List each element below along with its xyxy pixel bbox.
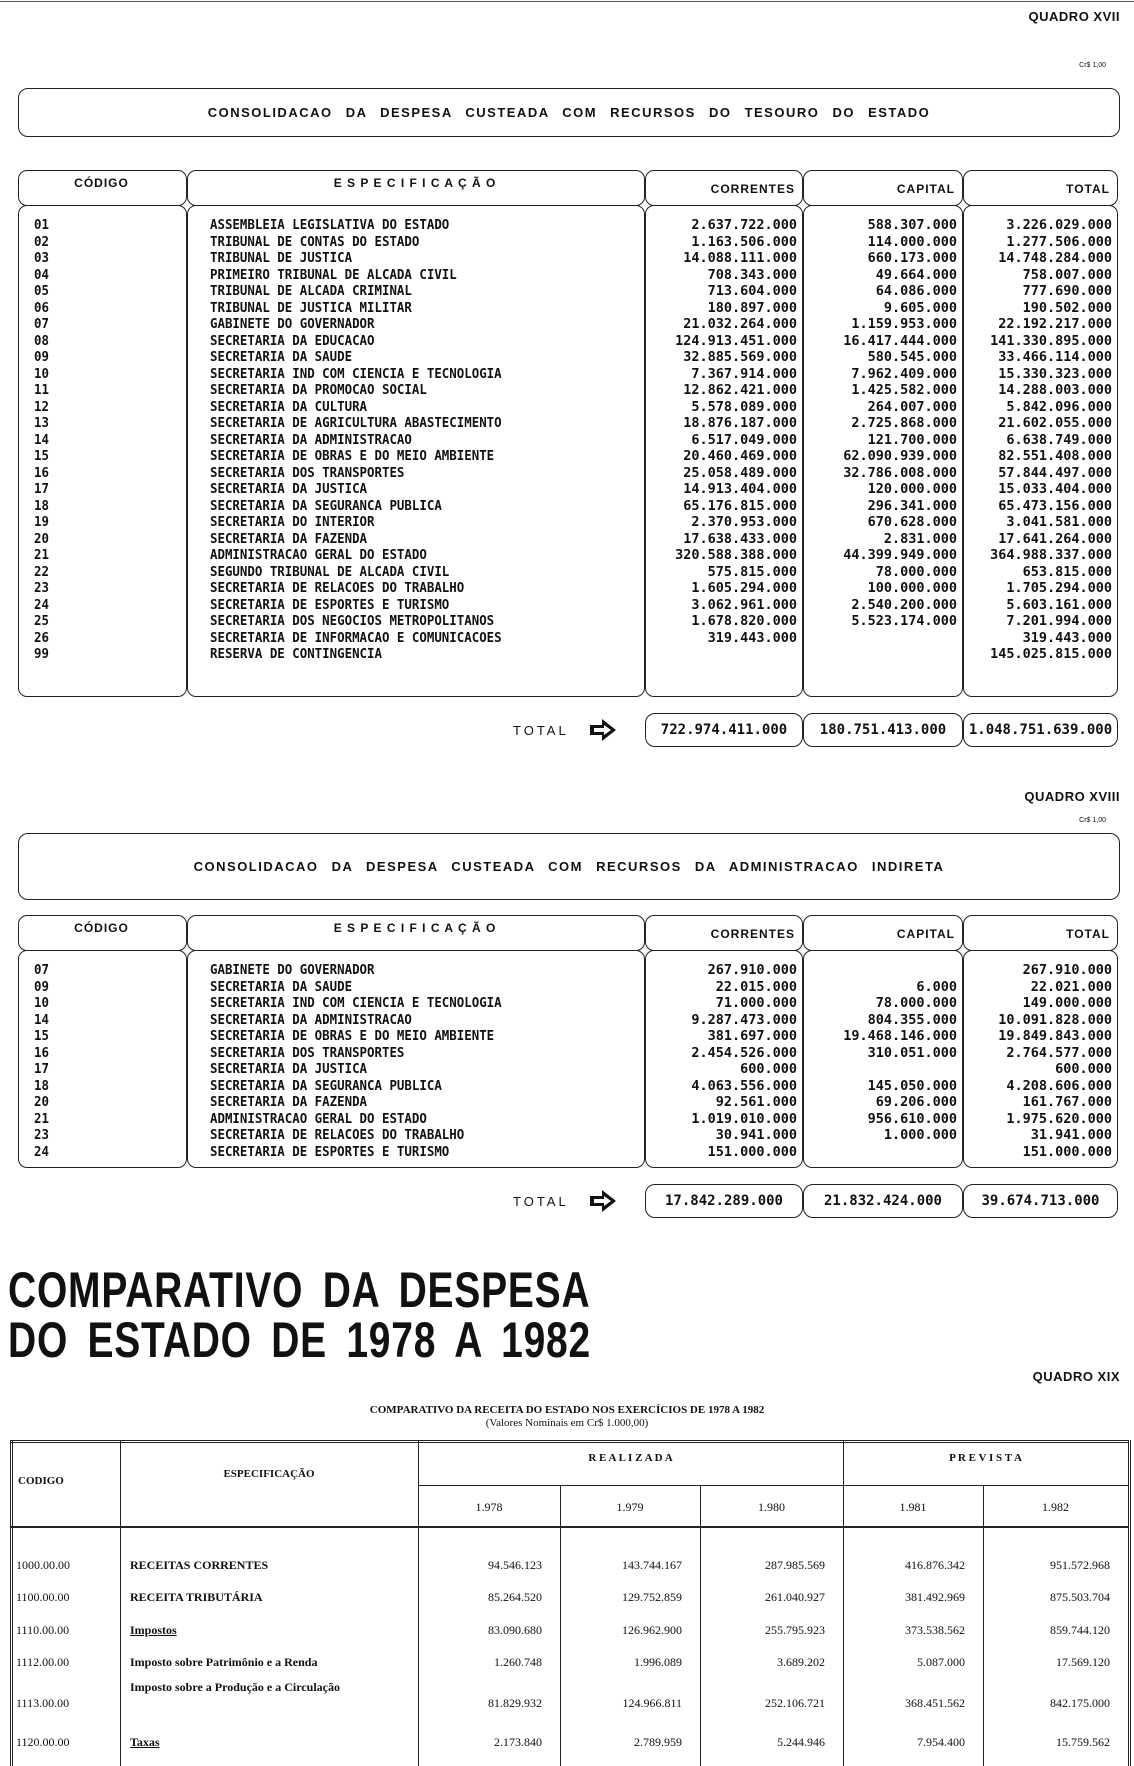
row-total: 758.007.000 xyxy=(1022,266,1112,283)
header-year: 1.979 xyxy=(616,1500,644,1514)
row-total: 600.000 xyxy=(1055,1061,1112,1077)
row-value: 126.962.900 xyxy=(622,1623,682,1637)
row-total: 141.330.895.000 xyxy=(990,332,1112,349)
row-capital: 145.050.000 xyxy=(867,1077,957,1094)
row-code: 07 xyxy=(34,962,49,978)
row-specification: RECEITAS CORRENTES xyxy=(130,1558,269,1572)
row-capital: 5.523.174.000 xyxy=(851,613,957,629)
total-capital: 180.751.413.000 xyxy=(803,713,963,747)
row-correntes: 1.019.010.000 xyxy=(691,1110,797,1127)
row-specification: SECRETARIA DA JUSTICA xyxy=(210,1061,368,1077)
row-total: 1.975.620.000 xyxy=(1006,1110,1112,1127)
row-code: 04 xyxy=(34,266,49,283)
row-specification: SECRETARIA DA EDUCACAO xyxy=(210,332,375,349)
row-value: 875.503.704 xyxy=(1050,1590,1110,1604)
row-code: 1110.00.00 xyxy=(16,1623,70,1637)
total-label: TOTAL xyxy=(513,1194,569,1209)
row-specification: Imposto sobre Patrimônio e a Renda xyxy=(130,1655,318,1669)
header-capital: CAPITAL xyxy=(896,182,955,196)
row-specification: SECRETARIA DE RELACOES DO TRABALHO xyxy=(210,580,465,596)
row-specification: Taxas xyxy=(130,1735,160,1749)
row-specification: SECRETARIA IND COM CIENCIA E TECNOLOGIA xyxy=(210,365,502,382)
row-capital: 956.610.000 xyxy=(867,1110,957,1127)
row-specification: ADMINISTRACAO GERAL DO ESTADO xyxy=(210,547,427,563)
row-correntes: 4.063.556.000 xyxy=(691,1077,797,1094)
row-correntes: 2.370.953.000 xyxy=(691,514,797,530)
header-total: TOTAL xyxy=(1066,182,1110,196)
row-code: 03 xyxy=(34,250,49,266)
row-capital: 49.664.000 xyxy=(875,266,957,283)
row-code: 24 xyxy=(34,1143,49,1160)
row-specification: RESERVA DE CONTINGENCIA xyxy=(210,646,382,662)
row-correntes: 22.015.000 xyxy=(715,978,797,995)
row-specification: SECRETARIA DA FAZENDA xyxy=(210,1094,368,1110)
header-year: 1.978 xyxy=(475,1500,503,1514)
section-heading-line2: DO ESTADO DE 1978 A 1982 xyxy=(8,1312,591,1368)
row-value: 416.876.342 xyxy=(905,1558,965,1572)
row-code: 23 xyxy=(34,1127,49,1143)
header-bottom-border xyxy=(10,1526,1128,1528)
row-value: 85.264.520 xyxy=(488,1590,542,1604)
row-code: 1113.00.00 xyxy=(16,1696,70,1710)
row-capital: 32.786.008.000 xyxy=(843,464,957,481)
row-correntes: 25.058.489.000 xyxy=(683,464,797,481)
row-capital: 2.831.000 xyxy=(883,530,957,547)
header-year: 1.982 xyxy=(1042,1500,1069,1514)
row-code: 09 xyxy=(34,349,49,365)
row-correntes: 124.913.451.000 xyxy=(675,332,797,349)
row-code: 09 xyxy=(34,978,49,995)
row-code: 07 xyxy=(34,316,49,332)
row-code: 01 xyxy=(34,217,49,233)
row-code: 14 xyxy=(34,431,49,448)
row-capital: 6.000 xyxy=(916,978,957,995)
row-value: 252.106.721 xyxy=(765,1696,825,1710)
row-code: 1120.00.00 xyxy=(16,1735,70,1749)
row-correntes: 3.062.961.000 xyxy=(691,596,797,613)
row-value: 287.985.569 xyxy=(765,1558,825,1572)
row-total: 22.192.217.000 xyxy=(998,316,1112,332)
row-value: 2.789.959 xyxy=(634,1735,682,1749)
row-code: 20 xyxy=(34,530,49,547)
row-specification: Imposto sobre a Produção e a Circulação xyxy=(130,1680,340,1694)
row-capital: 62.090.939.000 xyxy=(843,448,957,464)
quadro-xvii-label: QUADRO XVII xyxy=(1028,9,1120,24)
row-total: 151.000.000 xyxy=(1022,1143,1112,1160)
row-code: 10 xyxy=(34,995,49,1011)
section-heading-line1: COMPARATIVO DA DESPESA xyxy=(8,1262,591,1318)
row-value: 3.689.202 xyxy=(777,1655,825,1669)
row-code: 20 xyxy=(34,1094,49,1110)
unit-label: Cr$ 1,00 xyxy=(1079,62,1106,69)
row-value: 94.546.123 xyxy=(488,1558,542,1572)
q18-title: CONSOLIDACAO DA DESPESA CUSTEADA COM RECURSOS DA ADMINISTRACAO INDIRETA xyxy=(193,859,945,874)
header-prevista: P R E V I S T A xyxy=(949,1452,1022,1464)
q17-title: CONSOLIDACAO DA DESPESA CUSTEADA COM RECURSOS DO TESOURO DO ESTADO xyxy=(207,105,931,120)
row-correntes: 600.000 xyxy=(740,1061,797,1077)
row-code: 21 xyxy=(34,1110,49,1127)
row-capital: 100.000.000 xyxy=(867,580,957,596)
row-correntes: 1.678.820.000 xyxy=(691,613,797,629)
row-correntes: 7.367.914.000 xyxy=(691,365,797,382)
row-correntes: 17.638.433.000 xyxy=(683,530,797,547)
row-code: 08 xyxy=(34,332,49,349)
row-specification: SECRETARIA DA SAUDE xyxy=(210,349,353,365)
row-total: 1.705.294.000 xyxy=(1006,580,1112,596)
row-specification: SECRETARIA DO INTERIOR xyxy=(210,514,375,530)
row-code: 21 xyxy=(34,547,49,563)
row-capital: 78.000.000 xyxy=(875,563,957,580)
row-value: 81.829.932 xyxy=(488,1696,542,1710)
row-capital: 114.000.000 xyxy=(867,233,957,250)
row-specification: SECRETARIA DA ADMINISTRACAO xyxy=(210,1011,412,1028)
row-capital: 2.725.868.000 xyxy=(851,415,957,431)
total-correntes: 722.974.411.000 xyxy=(645,713,803,747)
row-capital: 310.051.000 xyxy=(867,1044,957,1061)
total-arrow-icon xyxy=(588,1189,618,1213)
unit-label-2: Cr$ 1,00 xyxy=(1079,817,1106,824)
header-espec: E S P E C I F I C A Ç Ã O xyxy=(333,176,497,190)
row-code: 14 xyxy=(34,1011,49,1028)
row-correntes: 180.897.000 xyxy=(707,299,797,316)
row-value: 124.966.811 xyxy=(622,1696,682,1710)
quadro-xix-label: QUADRO XIX xyxy=(1032,1369,1120,1384)
row-total: 65.473.156.000 xyxy=(998,497,1112,514)
header-capital: CAPITAL xyxy=(896,927,955,941)
row-code: 16 xyxy=(34,464,49,481)
table-right-border xyxy=(1128,1440,1131,1766)
row-total: 1.277.506.000 xyxy=(1006,233,1112,250)
header-year: 1.980 xyxy=(758,1500,785,1514)
row-specification: SECRETARIA DE ESPORTES E TURISMO xyxy=(210,1143,450,1160)
row-specification: SECRETARIA DA ADMINISTRACAO xyxy=(210,431,412,448)
header-correntes: CORRENTES xyxy=(710,182,795,196)
row-specification: TRIBUNAL DE ALCADA CRIMINAL xyxy=(210,283,412,299)
row-code: 17 xyxy=(34,1061,49,1077)
row-specification: SECRETARIA DE RELACOES DO TRABALHO xyxy=(210,1127,465,1143)
row-total: 2.764.577.000 xyxy=(1006,1044,1112,1061)
row-capital: 120.000.000 xyxy=(867,481,957,497)
row-value: 1.996.089 xyxy=(634,1655,682,1669)
row-total: 267.910.000 xyxy=(1022,962,1112,978)
row-total: 161.767.000 xyxy=(1022,1094,1112,1110)
top-rule xyxy=(0,1,1134,2)
row-specification: TRIBUNAL DE JUSTICA xyxy=(210,250,353,266)
header-codigo: CODIGO xyxy=(18,1475,64,1487)
row-code: 1100.00.00 xyxy=(16,1590,70,1604)
row-correntes: 32.885.569.000 xyxy=(683,349,797,365)
table-left-border xyxy=(10,1440,13,1766)
row-code: 17 xyxy=(34,481,49,497)
row-code: 24 xyxy=(34,596,49,613)
table-top-border xyxy=(10,1440,1128,1443)
row-correntes: 92.561.000 xyxy=(715,1094,797,1110)
row-correntes: 5.578.089.000 xyxy=(691,398,797,415)
row-code: 99 xyxy=(34,646,49,662)
total-arrow-icon xyxy=(588,718,618,742)
row-specification: SECRETARIA DOS TRANSPORTES xyxy=(210,464,405,481)
row-total: 364.988.337.000 xyxy=(990,547,1112,563)
total-label: TOTAL xyxy=(513,723,569,738)
row-total: 22.021.000 xyxy=(1030,978,1112,995)
row-value: 373.538.562 xyxy=(905,1623,965,1637)
row-value: 842.175.000 xyxy=(1050,1696,1110,1710)
row-code: 1000.00.00 xyxy=(16,1558,70,1572)
row-total: 82.551.408.000 xyxy=(998,448,1112,464)
row-code: 19 xyxy=(34,514,49,530)
row-value: 1.260.748 xyxy=(494,1655,542,1669)
row-total: 7.201.994.000 xyxy=(1006,613,1112,629)
row-correntes: 20.460.469.000 xyxy=(683,448,797,464)
row-total: 15.033.404.000 xyxy=(998,481,1112,497)
row-specification: GABINETE DO GOVERNADOR xyxy=(210,316,375,332)
row-code: 13 xyxy=(34,415,49,431)
row-specification: SECRETARIA DA SAUDE xyxy=(210,978,353,995)
row-value: 143.744.167 xyxy=(622,1558,682,1572)
row-total: 3.226.029.000 xyxy=(1006,217,1112,233)
row-specification: SECRETARIA DA PROMOCAO SOCIAL xyxy=(210,382,427,398)
row-specification: SECRETARIA DA FAZENDA xyxy=(210,530,368,547)
row-specification: SECRETARIA DE AGRICULTURA ABASTECIMENTO xyxy=(210,415,502,431)
q18-title-box xyxy=(18,833,1120,900)
row-value: 17.569.120 xyxy=(1056,1655,1110,1669)
row-correntes: 21.032.264.000 xyxy=(683,316,797,332)
row-code: 16 xyxy=(34,1044,49,1061)
row-correntes: 2.637.722.000 xyxy=(691,217,797,233)
row-code: 05 xyxy=(34,283,49,299)
row-value: 15.759.562 xyxy=(1056,1735,1110,1749)
total-correntes: 17.842.289.000 xyxy=(645,1184,803,1218)
row-specification: SECRETARIA DE INFORMACAO E COMUNICACOES xyxy=(210,629,502,646)
row-total: 6.638.749.000 xyxy=(1006,431,1112,448)
row-correntes: 1.605.294.000 xyxy=(691,580,797,596)
row-code: 06 xyxy=(34,299,49,316)
total-total: 39.674.713.000 xyxy=(963,1184,1118,1218)
row-correntes: 713.604.000 xyxy=(707,283,797,299)
row-total: 145.025.815.000 xyxy=(990,646,1112,662)
row-specification: TRIBUNAL DE CONTAS DO ESTADO xyxy=(210,233,420,250)
column-divider xyxy=(120,1440,121,1766)
row-code: 25 xyxy=(34,613,49,629)
row-total: 14.748.284.000 xyxy=(998,250,1112,266)
row-capital: 1.159.953.000 xyxy=(851,316,957,332)
row-specification: TRIBUNAL DE JUSTICA MILITAR xyxy=(210,299,412,316)
row-correntes: 575.815.000 xyxy=(707,563,797,580)
row-specification: SECRETARIA IND COM CIENCIA E TECNOLOGIA xyxy=(210,995,502,1011)
row-capital: 16.417.444.000 xyxy=(843,332,957,349)
total-total: 1.048.751.639.000 xyxy=(963,713,1118,747)
row-capital: 588.307.000 xyxy=(867,217,957,233)
row-correntes: 708.343.000 xyxy=(707,266,797,283)
row-code: 1112.00.00 xyxy=(16,1655,70,1669)
row-correntes: 151.000.000 xyxy=(707,1143,797,1160)
row-specification: SECRETARIA DA SEGURANCA PUBLICA xyxy=(210,497,442,514)
row-specification: SECRETARIA DA JUSTICA xyxy=(210,481,368,497)
header-year: 1.981 xyxy=(899,1500,927,1514)
row-capital: 1.425.582.000 xyxy=(851,382,957,398)
row-correntes: 71.000.000 xyxy=(715,995,797,1011)
header-espec: E S P E C I F I C A Ç Ã O xyxy=(333,921,497,935)
header-realizada: R E A L I Z A D A xyxy=(588,1452,673,1464)
row-total: 33.466.114.000 xyxy=(998,349,1112,365)
row-value: 368.451.562 xyxy=(905,1696,965,1710)
row-specification: GABINETE DO GOVERNADOR xyxy=(210,962,375,978)
row-correntes: 14.913.404.000 xyxy=(683,481,797,497)
row-code: 02 xyxy=(34,233,49,250)
row-code: 15 xyxy=(34,1028,49,1044)
row-value: 7.954.400 xyxy=(917,1735,965,1749)
row-correntes: 381.697.000 xyxy=(707,1028,797,1044)
row-total: 57.844.497.000 xyxy=(998,464,1112,481)
row-capital: 78.000.000 xyxy=(875,995,957,1011)
row-total: 21.602.055.000 xyxy=(998,415,1112,431)
row-code: 18 xyxy=(34,497,49,514)
row-total: 19.849.843.000 xyxy=(998,1028,1112,1044)
row-value: 2.173.840 xyxy=(494,1735,542,1749)
row-specification: SECRETARIA DE OBRAS E DO MEIO AMBIENTE xyxy=(210,1028,495,1044)
row-value: 381.492.969 xyxy=(905,1590,965,1604)
row-correntes: 65.176.815.000 xyxy=(683,497,797,514)
row-code: 23 xyxy=(34,580,49,596)
row-total: 319.443.000 xyxy=(1022,629,1112,646)
row-total: 15.330.323.000 xyxy=(998,365,1112,382)
row-total: 5.842.096.000 xyxy=(1006,398,1112,415)
row-code: 11 xyxy=(34,382,49,398)
row-specification: SECRETARIA DE ESPORTES E TURISMO xyxy=(210,596,450,613)
row-capital: 7.962.409.000 xyxy=(851,365,957,382)
row-capital: 2.540.200.000 xyxy=(851,596,957,613)
row-code: 26 xyxy=(34,629,49,646)
row-total: 14.288.003.000 xyxy=(998,382,1112,398)
row-code: 18 xyxy=(34,1077,49,1094)
row-capital: 121.700.000 xyxy=(867,431,957,448)
row-total: 149.000.000 xyxy=(1022,995,1112,1011)
row-specification: SECRETARIA DOS TRANSPORTES xyxy=(210,1044,405,1061)
row-correntes: 319.443.000 xyxy=(707,629,797,646)
row-correntes: 320.588.388.000 xyxy=(675,547,797,563)
row-code: 10 xyxy=(34,365,49,382)
row-total: 190.502.000 xyxy=(1022,299,1112,316)
row-capital: 264.007.000 xyxy=(867,398,957,415)
q19-subtitle: (Valores Nominais em Cr$ 1.000,00) xyxy=(485,1417,649,1429)
row-code: 22 xyxy=(34,563,49,580)
header-especificacao: ESPECIFICAÇÃO xyxy=(223,1468,315,1480)
row-specification: SECRETARIA DE OBRAS E DO MEIO AMBIENTE xyxy=(210,448,495,464)
row-specification: Impostos xyxy=(130,1623,177,1637)
row-capital: 9.605.000 xyxy=(883,299,957,316)
q19-title: COMPARATIVO DA RECEITA DO ESTADO NOS EXERCÍCIOS DE 1978 A 1982 xyxy=(369,1404,765,1416)
row-capital: 69.206.000 xyxy=(875,1094,957,1110)
row-correntes: 14.088.111.000 xyxy=(683,250,797,266)
row-value: 951.572.968 xyxy=(1050,1558,1110,1572)
row-specification: SECRETARIA DOS NEGOCIOS METROPOLITANOS xyxy=(210,613,495,629)
row-capital: 19.468.146.000 xyxy=(843,1028,957,1044)
row-specification: SEGUNDO TRIBUNAL DE ALCADA CIVIL xyxy=(210,563,450,580)
quadro-xviii-label: QUADRO XVIII xyxy=(1024,789,1120,804)
row-specification: RECEITA TRIBUTÁRIA xyxy=(130,1590,263,1604)
row-total: 17.641.264.000 xyxy=(998,530,1112,547)
header-correntes: CORRENTES xyxy=(710,927,795,941)
row-specification: SECRETARIA DA CULTURA xyxy=(210,398,368,415)
row-correntes: 9.287.473.000 xyxy=(691,1011,797,1028)
row-capital: 660.173.000 xyxy=(867,250,957,266)
row-total: 10.091.828.000 xyxy=(998,1011,1112,1028)
row-value: 5.244.946 xyxy=(777,1735,825,1749)
header-codigo: CÓDIGO xyxy=(74,921,129,935)
row-correntes: 18.876.187.000 xyxy=(683,415,797,431)
row-capital: 296.341.000 xyxy=(867,497,957,514)
row-value: 83.090.680 xyxy=(488,1623,542,1637)
row-total: 3.041.581.000 xyxy=(1006,514,1112,530)
row-correntes: 1.163.506.000 xyxy=(691,233,797,250)
row-specification: PRIMEIRO TRIBUNAL DE ALCADA CIVIL xyxy=(210,266,457,283)
row-total: 31.941.000 xyxy=(1030,1127,1112,1143)
row-value: 859.744.120 xyxy=(1050,1623,1110,1637)
row-specification: ADMINISTRACAO GERAL DO ESTADO xyxy=(210,1110,427,1127)
row-specification: SECRETARIA DA SEGURANCA PUBLICA xyxy=(210,1077,442,1094)
row-value: 5.087.000 xyxy=(917,1655,965,1669)
row-value: 255.795.923 xyxy=(765,1623,825,1637)
row-correntes: 267.910.000 xyxy=(707,962,797,978)
header-divider xyxy=(418,1485,1128,1486)
row-code: 12 xyxy=(34,398,49,415)
row-total: 5.603.161.000 xyxy=(1006,596,1112,613)
header-total: TOTAL xyxy=(1066,927,1110,941)
header-codigo: CÓDIGO xyxy=(74,176,129,190)
row-correntes: 30.941.000 xyxy=(715,1127,797,1143)
row-value: 261.040.927 xyxy=(765,1590,825,1604)
row-capital: 44.399.949.000 xyxy=(843,547,957,563)
row-correntes: 12.862.421.000 xyxy=(683,382,797,398)
row-capital: 670.628.000 xyxy=(867,514,957,530)
row-capital: 1.000.000 xyxy=(883,1127,957,1143)
q17-title-box xyxy=(18,88,1120,137)
row-correntes: 2.454.526.000 xyxy=(691,1044,797,1061)
total-capital: 21.832.424.000 xyxy=(803,1184,963,1218)
row-capital: 580.545.000 xyxy=(867,349,957,365)
row-total: 4.208.606.000 xyxy=(1006,1077,1112,1094)
row-code: 15 xyxy=(34,448,49,464)
row-capital: 64.086.000 xyxy=(875,283,957,299)
row-capital: 804.355.000 xyxy=(867,1011,957,1028)
row-total: 653.815.000 xyxy=(1022,563,1112,580)
row-total: 777.690.000 xyxy=(1022,283,1112,299)
row-correntes: 6.517.049.000 xyxy=(691,431,797,448)
row-specification: ASSEMBLEIA LEGISLATIVA DO ESTADO xyxy=(210,217,450,233)
row-value: 129.752.859 xyxy=(622,1590,682,1604)
